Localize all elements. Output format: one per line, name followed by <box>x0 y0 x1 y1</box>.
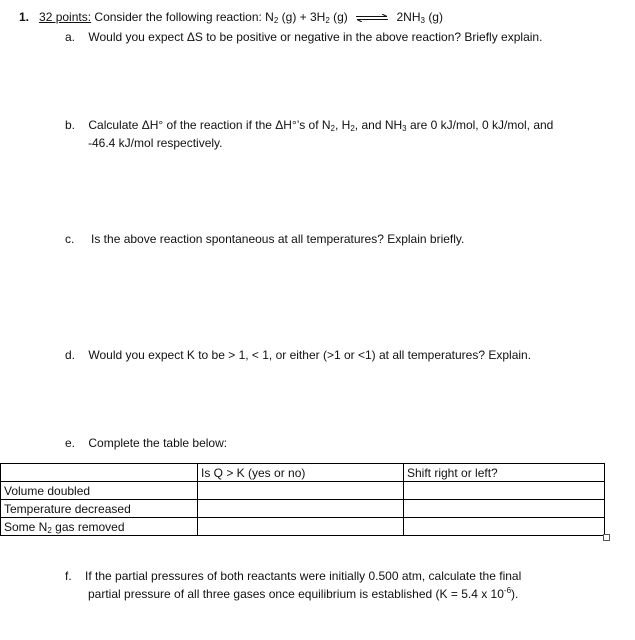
table-row <box>1 500 605 518</box>
table-resize-handle[interactable] <box>603 534 610 541</box>
subscript: 2 <box>330 124 335 133</box>
table-cell-shift[interactable] <box>404 518 605 536</box>
part-f-line-2-b: ). <box>511 587 519 601</box>
part-c <box>65 232 464 246</box>
subscript: 2 <box>47 525 52 535</box>
part-b-text-3: and NH <box>361 118 403 132</box>
part-f <box>65 569 521 583</box>
table-cell-shift[interactable] <box>404 482 605 500</box>
part-d-text: Would you expect K to be > 1, < 1, or either (>1 or <1) at all temperatures? Explain. <box>88 348 532 362</box>
part-b-line-2: -46.4 kJ/mol respectively. <box>88 136 223 150</box>
part-b-text-2: H <box>341 118 351 132</box>
equilibrium-arrow-icon <box>355 14 389 22</box>
part-e-text: Complete the table below: <box>88 436 228 450</box>
table-header-cell <box>1 464 198 482</box>
equation-reactant-2: (g) + 3H <box>281 10 326 24</box>
question-intro: Consider the following reaction: N <box>94 10 274 24</box>
part-f-label: f. <box>65 569 72 583</box>
superscript: -6 <box>503 586 512 595</box>
table-header-row <box>1 464 605 482</box>
part-f-line-1: If the partial pressures of both reactants were initially 0.500 atm, calculate the final <box>85 569 522 583</box>
question-number: 1. <box>19 10 30 24</box>
table-row-label: Volume doubled <box>1 482 198 500</box>
part-f-line-2 <box>88 587 518 601</box>
table-header-cell: Is Q > K (yes or no) <box>198 464 404 482</box>
part-d <box>65 348 531 362</box>
table-row <box>1 482 605 500</box>
subscript: 2 <box>325 16 330 25</box>
equation-state: (g) <box>333 10 348 24</box>
row-label-b: gas removed <box>55 519 125 534</box>
part-b-text-1: Calculate ΔH° of the reaction if the ΔH°’s of N <box>88 118 331 132</box>
part-e <box>65 436 227 450</box>
part-c-text: Is the above reaction spontaneous at all temperatures? Explain briefly. <box>91 232 465 246</box>
part-f-line-2-a: partial pressure of all three gases once equilibrium is established (K = 5.4 x 10 <box>88 587 504 601</box>
table-header-cell: Shift right or left? <box>404 464 605 482</box>
table-row <box>1 518 605 536</box>
equation-product-state: (g) <box>428 10 443 24</box>
subscript: 2 <box>350 124 355 133</box>
part-a-text: Would you expect ΔS to be positive or negative in the above reaction? Briefly explain. <box>88 30 543 44</box>
equation-product: 2NH <box>396 10 421 24</box>
table-cell-shift[interactable] <box>404 500 605 518</box>
table-cell-q[interactable] <box>198 500 404 518</box>
subscript: 3 <box>420 16 425 25</box>
part-b: b. Calculate ΔH° of the reaction if the ΔH°’s of $N_2$, $H_2$, and $NH_3$ are 0 kJ/mol, 0 kJ/mol, and <box>65 118 554 133</box>
row-label-a: Some N <box>4 519 48 534</box>
table-row-label: Temperature decreased <box>1 500 198 518</box>
part-c-label: c. <box>65 232 75 246</box>
part-a <box>65 30 542 44</box>
question-header <box>19 10 443 24</box>
table-cell-q[interactable] <box>198 482 404 500</box>
subscript: 3 <box>402 124 407 133</box>
part-d-label: d. <box>65 348 76 362</box>
part-b-label: b. <box>65 118 76 132</box>
subscript: 2 <box>273 16 279 25</box>
answer-table <box>0 463 605 536</box>
part-b-text-4: are 0 kJ/mol, 0 kJ/mol, and <box>409 118 554 132</box>
table-row-label <box>1 518 198 536</box>
question-points: 32 points: <box>39 10 92 24</box>
table-cell-q[interactable] <box>198 518 404 536</box>
part-a-label: a. <box>65 30 76 44</box>
part-e-label: e. <box>65 436 76 450</box>
